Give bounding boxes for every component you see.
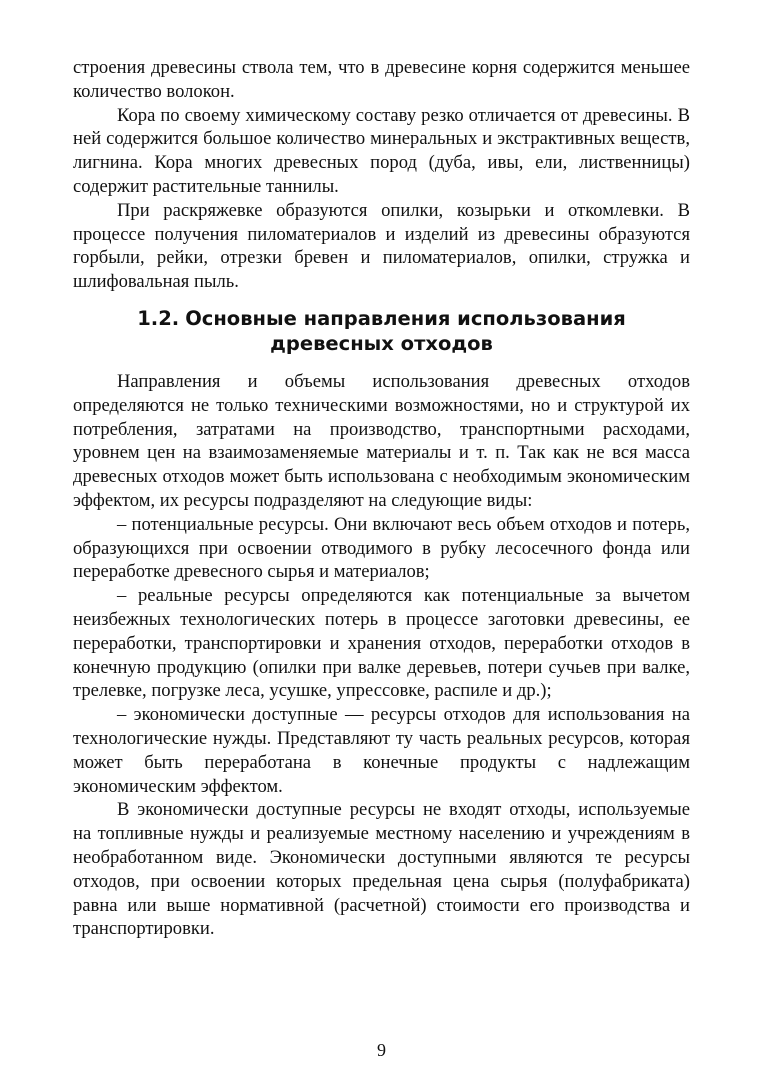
paragraph-directions: Направления и объемы использования древесных отходов определяются не только техническими возможностями, но и структурой их потребления, затратами на производство, транспортными расходами, уровнем цен на взаимозаменяемые материалы и т. п. Так как не вся масса древесных отходов может быть использована с необходимым экономическим эффектом, их ресурсы подразделяют на следующие виды: (73, 370, 690, 511)
paragraph-economic-availability: В экономически доступные ресурсы не входят отходы, используемые на топливные нужды и реализуемые местному населению и учреждениям в необработанном виде. Экономически доступными являются те ресурсы отходов, при освоении которых предельная цена сырья (полуфабриката) равна или выше нормативной (расчетной) стоимости его производства и транспортировки. (73, 799, 690, 940)
page-number: 9 (377, 1040, 386, 1060)
paragraph-sawing-waste: При раскряжевке образуются опилки, козырьки и откомлевки. В процессе получения пиломатериалов и изделий из древесины образуются горбыли, рейки, отрезки бревен и пиломатериалов, опилки, стружка и шлифовальная пыль. (73, 199, 690, 293)
section-title-line1: Основные направления использования (185, 306, 626, 330)
list-item-real-resources: – реальные ресурсы определяются как потенциальные за вычетом неизбежных технологических потерь в процессе заготовки древесины, ее переработки, транспортировки и хранения отходов, переработки отходов в конечную продукцию (опилки при валке деревьев, потери сучьев при валке, трелевке, погрузке леса, усушке, упрессовке, распиле и др.); (73, 585, 690, 702)
list-item-potential-resources: – потенциальные ресурсы. Они включают весь объем отходов и потерь, образующихся при освоении отводимого в рубку лесосечного фонда или переработке древесного сырья и материалов; (73, 513, 690, 583)
paragraph-wood-structure: строения древесины ствола тем, что в древесине корня содержится меньшее количество волокон. (73, 57, 690, 102)
list-item-economic-resources: – экономически доступные — ресурсы отходов для использования на технологические нужды. Представляют ту часть реальных ресурсов, которая может быть переработана в конечные продукты с надлежащим экономическим эффектом. (73, 704, 690, 797)
section-heading (73, 306, 690, 356)
paragraph-bark: Кора по своему химическому составу резко отличается от древесины. В ней содержится большое количество минеральных и экстрактивных веществ, лигнина. Кора многих древесных пород (дуба, ивы, ели, лиственницы) содержит растительные таннилы. (73, 104, 690, 197)
section-title-line2: древесных отходов (270, 331, 493, 355)
section-number: 1.2. (137, 306, 180, 330)
page-body (73, 56, 690, 941)
